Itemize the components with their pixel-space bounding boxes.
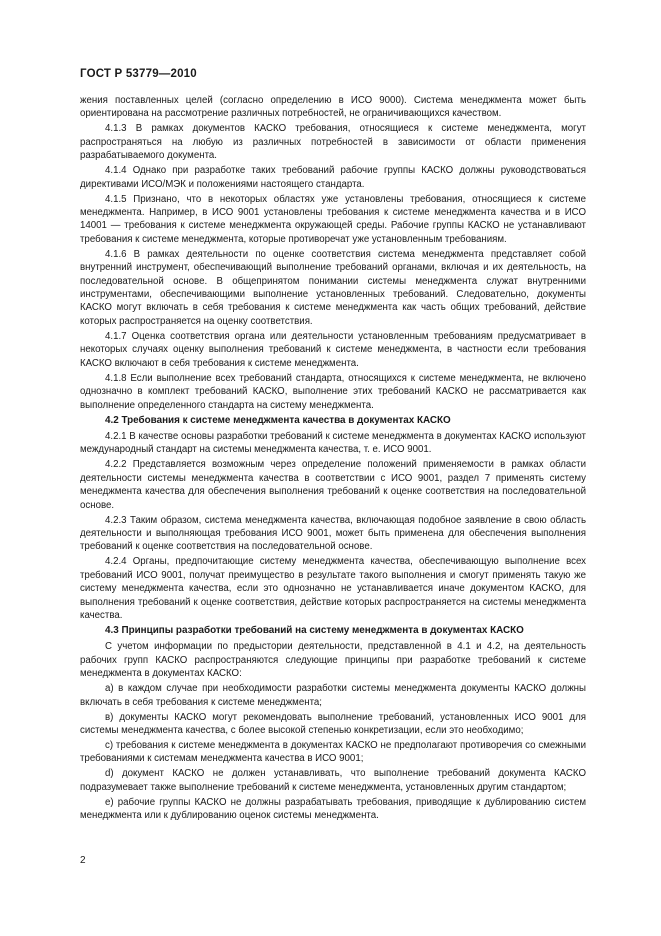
document-body	[80, 94, 586, 824]
paragraph-4-1-7: 4.1.7 Оценка соответствия органа или деятельности установленным требованиям предусматривает в некоторых случаях оценку выполнения требований к системе менеджмента, в частности если требования КАСКО включают в себя требования к системе менеджмента.	[80, 330, 586, 369]
page-number: 2	[80, 855, 86, 866]
paragraph-4-1-3: 4.1.3 В рамках документов КАСКО требования, относящиеся к системе менеджмента, могут распространяться на любую из различных потребностей в зависимости от области применения разрабатываемого документа.	[80, 123, 586, 162]
paragraph-4-1-4: 4.1.4 Однако при разработке таких требований рабочие группы КАСКО должны руководствоваться директивами ИСО/МЭК и положениями настоящего стандарта.	[80, 165, 586, 190]
paragraph-4-2-2: 4.2.2 Представляется возможным через определение положений применяемости в рамках области деятельности системы менеджмента качества в соответствии с ИСО 9001, раздел 7 применять систему менеджмента качества для обеспечения выполнения требований к оценке соответствия на последовательной основе.	[80, 459, 586, 511]
document-header-title: ГОСТ Р 53779—2010	[80, 68, 197, 80]
list-item-e: е) рабочие группы КАСКО не должны разрабатывать требования, приводящие к дублированию систем менеджмента или к дублированию оценок системы менеджмента.	[80, 796, 586, 822]
list-item-c: с) требования к системе менеджмента в документах КАСКО не предполагают противоречия со смежными требованиями к системам менеджмента качества в ИСО 9001;	[80, 740, 586, 765]
paragraph-4-3-intro: С учетом информации по предыстории деятельности, представленной в 4.1 и 4.2, на деятельность рабочих групп КАСКО распространяются следующие принципы при разработке требований к системе менеджмента в документах КАСКО:	[80, 641, 586, 680]
paragraph-4-1-6: 4.1.6 В рамках деятельности по оценке соответствия система менеджмента представляет собой внутренний инструмент, обеспечивающий выполнение требований органами, включая и их деятельность, на последовательной основе. В общепринятом понимании системы менеджмента служат внутренними инструментами, обеспечивающими выполнение установленных требований. Следовательно, документы КАСКО могут включать в себя требования к системе менеджмента как часть общих требований, действие которых распространяется на оценку соответствия.	[80, 248, 586, 327]
paragraph-4-2-3: 4.2.3 Таким образом, система менеджмента качества, включающая подобное заявление в свою область деятельности и выполняющая требования ИСО 9001, может быть применена для обеспечения выполнения требований к оценке соответствия на последовательной основе.	[80, 514, 586, 553]
paragraph-4-2-1: 4.2.1 В качестве основы разработки требований к системе менеджмента в документах КАСКО используют международный стандарт на системы менеджмента качества, т. е. ИСО 9001.	[80, 430, 586, 456]
paragraph-continuation: жения поставленных целей (согласно определению в ИСО 9000). Система менеджмента может быть ориентирована на рассмотрение различных потребностей, не ограничивающихся качеством.	[80, 95, 586, 120]
paragraph-4-1-5: 4.1.5 Признано, что в некоторых областях уже установлены требования, относящиеся к системе менеджмента. Например, в ИСО 9001 установлены требования к системе менеджмента качества и в ИСО 14001 — требования к системе менеджмента окружающей среды. Рабочие группы КАСКО не устанавливают требования к системе менеджмента, которые противоречат уже установленным требованиям.	[80, 193, 586, 245]
list-item-b: в) документы КАСКО могут рекомендовать выполнение требований, установленных ИСО 9001 для системы менеджмента качества, с более высокой степенью конкретизации, если это необходимо;	[80, 711, 586, 736]
section-heading-4-2: 4.2 Требования к системе менеджмента качества в документах КАСКО	[105, 414, 451, 426]
list-item-a: а) в каждом случае при необходимости разработки системы менеджмента документы КАСКО должны включать в себя требования к системе менеджмента;	[80, 683, 586, 708]
paragraph-4-2-4: 4.2.4 Органы, предпочитающие систему менеджмента качества, обеспечивающую выполнение всех требований ИСО 9001, получат преимущество в результате такого выполнения и смогут применять такую же систему менеджмента качества, если это однозначно не устанавливается иначе документом КАСКО, для выполнения требований к оценке соответствия, действие которых распространяется на системы менеджмента качества.	[80, 556, 586, 621]
paragraph-4-1-8: 4.1.8 Если выполнение всех требований стандарта, относящихся к системе менеджмента, не включено однозначно в комплект требований КАСКО, выполнение этих требований КАСКО не рассматривается как выполнение определенного стандарта на систему менеджмента.	[80, 372, 586, 411]
list-item-d: d) документ КАСКО не должен устанавливать, что выполнение требований документа КАСКО подразумевает также выполнение требований к системе менеджмента, установленных другим стандартом;	[80, 768, 586, 793]
section-heading-4-3: 4.3 Принципы разработки требований на систему менеджмента в документах КАСКО	[105, 624, 524, 636]
